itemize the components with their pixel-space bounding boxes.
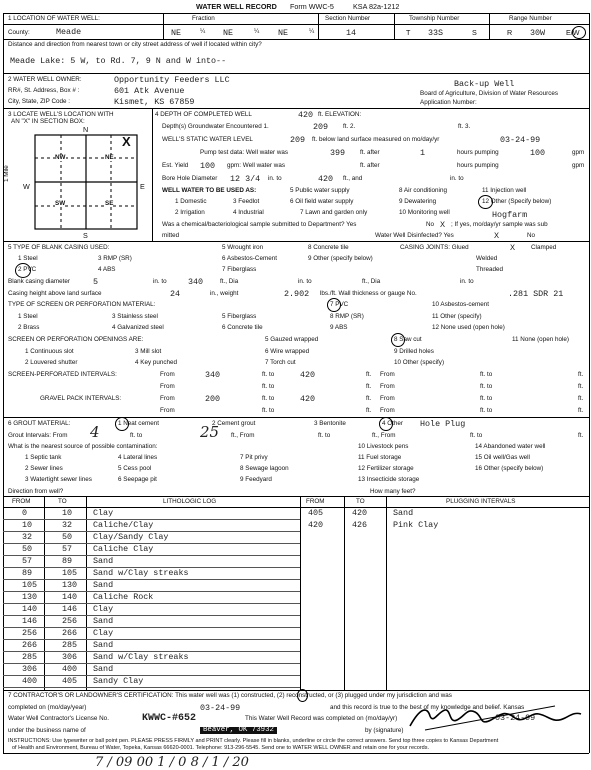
yield-after: ft. after	[360, 162, 380, 169]
static-level-value[interactable]: 209	[290, 135, 306, 145]
form-number: Form WWC-5	[290, 2, 334, 11]
quarter-symbol: ¼	[254, 28, 260, 35]
log2-row-from[interactable]: 420	[308, 520, 324, 530]
log-row-from[interactable]: 0	[22, 508, 28, 518]
other-use-value[interactable]: Hogfarm	[492, 210, 528, 220]
elevation-label: ft. ELEVATION:	[318, 111, 362, 118]
log-row-lithology[interactable]: Clay/Sandy Clay	[93, 532, 169, 542]
log-row-lithology[interactable]: Caliche Rock	[93, 592, 154, 602]
compass-w: W	[23, 182, 30, 191]
completed-value[interactable]: 03-24-99	[200, 703, 241, 713]
section3-label2: AN "X" IN SECTION BOX:	[11, 118, 85, 125]
fraction-1[interactable]: NE	[171, 28, 182, 38]
casing-diameter-value[interactable]: 5	[93, 277, 99, 287]
log-row-to[interactable]: 285	[62, 640, 78, 650]
log-row-to[interactable]: 130	[62, 580, 78, 590]
gp-ft-2: ft.	[578, 395, 584, 402]
casing-in-to-3: in. to	[460, 278, 474, 285]
gp-to-label-4: ft. to	[480, 407, 493, 414]
log-row-from[interactable]: 105	[22, 580, 38, 590]
bore-label: Bore Hole Diameter	[162, 175, 218, 182]
spi-from-label: From	[160, 371, 175, 378]
fraction-3[interactable]: NE	[278, 28, 289, 38]
contam-seepage[interactable]: 6 Seepage pit	[118, 476, 157, 483]
openings-label: SCREEN OR PERFORATION OPENINGS ARE:	[8, 336, 144, 343]
section-number-header: Section Number	[325, 15, 371, 22]
log-row-to[interactable]: 140	[62, 592, 78, 602]
casing-fiberglass[interactable]: 7 Fiberglass	[222, 266, 257, 273]
casing-concrete[interactable]: 8 Concrete tile	[308, 244, 349, 251]
spi-from-label-4: From	[380, 383, 395, 390]
quadrant-se: SE	[105, 200, 114, 207]
opening-wire[interactable]: 6 Wire wrapped	[265, 348, 310, 355]
static-level-rest: ft. below land surface measured on mo/day/yr	[312, 136, 440, 143]
signature-label: by (signature)	[365, 727, 404, 734]
township-t: T	[406, 28, 411, 37]
chem-rest: ; If yes, mo/day/yr sample was sub	[451, 221, 548, 228]
mile-label: 1 Mile	[3, 165, 10, 182]
section3-label: 3 LOCATE WELL'S LOCATION WITH	[8, 111, 114, 118]
static-date[interactable]: 03-24-99	[500, 135, 541, 145]
quadrant-nw: NW	[55, 154, 66, 161]
application-label: Application Number:	[420, 99, 477, 106]
use-industrial[interactable]: 4 Industrial	[233, 209, 264, 216]
section7-label: 7 CONTRACTOR'S OR LANDOWNER'S CERTIFICATION: This water well was (1) constructed, (2) reconstructed, or (3) plugged under my jurisdiction and was	[8, 692, 452, 699]
log2-row-lithology[interactable]: Sand	[393, 508, 414, 518]
log-row-from[interactable]: 256	[22, 628, 38, 638]
screen-asbestos[interactable]: 10 Asbestos-cement	[432, 301, 490, 308]
range-number-header: Range Number	[509, 15, 552, 22]
contam-watertight[interactable]: 3 Watertight sewer lines	[25, 476, 92, 483]
range-value[interactable]: 30W	[530, 28, 546, 38]
spi-to-label-3: ft. to	[262, 383, 275, 390]
contam-livestock[interactable]: 10 Livestock pens	[358, 443, 409, 450]
spi-from-label-2: From	[380, 371, 395, 378]
log-row-from[interactable]: 146	[22, 616, 38, 626]
township-number-header: Township Number	[409, 15, 460, 22]
pump-test-label: Pump test data: Well water was	[200, 149, 289, 156]
opening-keypunch[interactable]: 4 Key punched	[135, 359, 178, 366]
log-to-header: TO	[58, 498, 67, 505]
gp-from-label-3: From	[160, 407, 175, 414]
township-s: S	[472, 28, 477, 37]
log2-row-to[interactable]: 420	[352, 508, 368, 518]
screen-other[interactable]: 11 Other (specify)	[432, 313, 482, 320]
contam-insecticide[interactable]: 13 Insecticide storage	[358, 476, 420, 483]
grout-ft: ft.	[578, 432, 584, 439]
contam-lagoon[interactable]: 8 Sewage lagoon	[240, 465, 289, 472]
distance-label: Distance and direction from nearest town or city street address of well if located within city?	[8, 41, 262, 48]
quadrant-sw: SW	[55, 200, 66, 207]
use-other[interactable]: 12 Other (Specify below)	[482, 198, 552, 205]
log-row-from[interactable]: 32	[22, 532, 33, 542]
groundwater-2-label: ft. 2.	[343, 123, 356, 130]
grout-cement[interactable]: 2 Cement grout	[212, 420, 256, 427]
business-value[interactable]: Beaver, OK 73932	[200, 727, 277, 734]
township-value[interactable]: 33S	[428, 28, 444, 38]
use-public[interactable]: 5 Public water supply	[290, 187, 350, 194]
groundwater-1[interactable]: 209	[313, 122, 329, 132]
section6-label: 6 GROUT MATERIAL:	[8, 420, 71, 427]
depth-value[interactable]: 420	[298, 110, 314, 120]
casing-other[interactable]: 9 Other (specify below)	[308, 255, 373, 262]
grout-to-label-3: ft. to	[470, 432, 483, 439]
grout-from-label-2: ft., From	[231, 432, 255, 439]
gp-to-label-3: ft. to	[262, 407, 275, 414]
casing-height-label: Casing height above land surface	[8, 290, 102, 297]
address-value[interactable]: 601 Atk Avenue	[114, 86, 185, 96]
groundwater-3-label: ft. 3.	[458, 123, 471, 130]
chem-no[interactable]: No	[426, 221, 435, 228]
yield-hours-label: hours pumping	[457, 162, 499, 169]
log-row-to[interactable]: 306	[62, 652, 78, 662]
log-row-to[interactable]: 146	[62, 604, 78, 614]
pump-hours-label: hours pumping	[457, 149, 499, 156]
opening-none[interactable]: 11 None (open hole)	[512, 336, 569, 343]
log2-row-to[interactable]: 426	[352, 520, 368, 530]
yield-rest: gpm: Well water was	[227, 162, 285, 169]
range-r: R	[507, 28, 513, 37]
gp-from-label-4: From	[380, 407, 395, 414]
use-air[interactable]: 8 Air conditioning	[399, 187, 447, 194]
screen-steel[interactable]: 1 Steel	[18, 313, 38, 320]
casing-in-to: in. to	[153, 278, 167, 285]
casing-to-value[interactable]: 340	[188, 277, 204, 287]
log-row-to[interactable]: 256	[62, 616, 78, 626]
use-oilfield[interactable]: 6 Oil field water supply	[290, 198, 354, 205]
casing-dia-2: ft., Dia	[220, 278, 239, 285]
joints-glued-x: X	[510, 243, 516, 253]
use-label: WELL WATER TO BE USED AS:	[162, 187, 257, 194]
opening-louvered[interactable]: 2 Louvered shutter	[25, 359, 78, 366]
bore-and: ft., and	[343, 175, 363, 182]
log-row-lithology[interactable]: Clay	[93, 628, 114, 638]
groundwater-label: Depth(s) Groundwater Encountered 1.	[162, 123, 269, 130]
casing-joints-label: CASING JOINTS: Glued	[400, 244, 469, 251]
license-value[interactable]: KWWC-#652	[142, 713, 197, 724]
how-many-feet-label: How many feet?	[370, 488, 416, 495]
opening-continuous[interactable]: 1 Continuous slot	[25, 348, 74, 355]
spi-ft: ft.	[366, 371, 372, 378]
gauge-value[interactable]: .281 SDR 21	[508, 289, 564, 299]
log-row-lithology[interactable]: Sand	[93, 640, 114, 650]
signature	[405, 702, 585, 734]
screen-type-label: TYPE OF SCREEN OR PERFORATION MATERIAL:	[8, 301, 156, 308]
screen-intervals-label: SCREEN-PERFORATED INTERVALS:	[8, 371, 117, 378]
gp-from-label-2: From	[380, 395, 395, 402]
bore-in-to: in. to	[268, 175, 282, 182]
section-value[interactable]: 14	[346, 28, 357, 38]
static-level-label: WELL'S STATIC WATER LEVEL	[162, 136, 253, 143]
ksa-number: KSA 82a-1212	[353, 2, 400, 11]
gravel-pack-label: GRAVEL PACK INTERVALS:	[40, 395, 122, 402]
compass-s: S	[83, 231, 88, 240]
contam-other[interactable]: 16 Other (specify below)	[475, 465, 544, 472]
casing-abs[interactable]: 4 ABS	[98, 266, 116, 273]
log-row-to[interactable]: 32	[62, 520, 73, 530]
log-row-from[interactable]: 400	[22, 676, 38, 686]
contam-feedyard[interactable]: 9 Feedyard	[240, 476, 272, 483]
spi-from-label-3: From	[160, 383, 175, 390]
location-x-mark: X	[122, 134, 131, 149]
completed-rest: and this record is true to the best of my knowledge and belief. Kansas	[330, 704, 525, 711]
quarter-symbol: ¼	[200, 28, 206, 35]
log-row-lithology[interactable]: Sandy Clay	[93, 676, 144, 686]
screen-pvc[interactable]: 7 PVC	[330, 301, 349, 308]
grout-to-label: ft. to	[130, 432, 143, 439]
screen-brass[interactable]: 2 Brass	[18, 324, 40, 331]
completed-label: completed on (mo/day/year)	[8, 704, 87, 711]
log-row-lithology[interactable]: Caliche/Clay	[93, 520, 154, 530]
spi-to-label-4: ft. to	[480, 383, 493, 390]
section5-label: 5 TYPE OF BLANK CASING USED:	[8, 244, 110, 251]
use-lawn[interactable]: 7 Lawn and garden only	[300, 209, 368, 216]
log-row-lithology[interactable]: Sand	[93, 664, 114, 674]
log-row-lithology[interactable]: Sand	[93, 580, 114, 590]
log-row-to[interactable]: 405	[62, 676, 78, 686]
board-label: Board of Agriculture, Division of Water Resources	[420, 90, 559, 97]
contam-fertilizer[interactable]: 12 Fertilizer storage	[358, 465, 414, 472]
city-label: City, State, ZIP Code :	[8, 98, 71, 105]
log-row-lithology[interactable]: Sand	[93, 556, 114, 566]
grout-from-label-3: ft., From	[372, 432, 396, 439]
gp-to-label: ft. to	[262, 395, 275, 402]
casing-weight-value[interactable]: 2.902	[284, 289, 310, 299]
grout-from-value[interactable]: 4	[90, 423, 100, 441]
gp-to-value[interactable]: 420	[300, 394, 316, 404]
use-dewatering[interactable]: 9 Dewatering	[399, 198, 437, 205]
gp-ft: ft.	[366, 395, 372, 402]
log-row-lithology[interactable]: Clay	[93, 604, 114, 614]
log-row-to[interactable]: 400	[62, 664, 78, 674]
grout-bentonite[interactable]: 3 Bentonite	[314, 420, 346, 427]
spi-to-label-2: ft. to	[480, 371, 493, 378]
gp-from-label: From	[160, 395, 175, 402]
disinfected-no[interactable]: No	[527, 232, 536, 239]
opening-drilled[interactable]: 9 Drilled holes	[394, 348, 434, 355]
owner-value[interactable]: Opportunity Feeders LLC	[114, 75, 230, 85]
use-injection[interactable]: 11 Injection well	[482, 187, 527, 194]
chem-label: Was a chemical/bacteriological sample submitted to Department? Yes	[162, 221, 357, 228]
casing-asbestos[interactable]: 6 Asbestos-Cement	[222, 255, 277, 262]
joints-clamped[interactable]: Clamped	[531, 244, 557, 251]
casing-weight-label: in., weight	[210, 290, 239, 297]
casing-wrought[interactable]: 5 Wrought iron	[222, 244, 264, 251]
spi-ft-4: ft.	[578, 383, 584, 390]
spi-to-label: ft. to	[262, 371, 275, 378]
instructions-line1: INSTRUCTIONS: Use typewriter or ball point pen. PLEASE PRESS FIRMLY and PRINT clearly. Please fill in blanks, underline or circle the correct answers. Send top three copies to Kansas Department	[8, 738, 499, 744]
quarter-symbol: ¼	[309, 28, 315, 35]
screen-fiberglass[interactable]: 5 Fiberglass	[222, 313, 257, 320]
grout-intervals-label: Grout Intervals: From	[8, 432, 68, 439]
range-ew: E/W	[566, 28, 580, 37]
instructions-line2: of Health and Environment, Bureau of Water, Topeka, Kansas 66620-0001. Telephone: 913-296-5545. Send one to WATER WELL OWNER and retain one for your records.	[12, 745, 430, 751]
disinfected-x: X	[494, 231, 500, 241]
gpm-label: gpm	[572, 162, 585, 169]
fraction-2[interactable]: NE	[223, 28, 234, 38]
plugging-header: PLUGGING INTERVALS	[446, 498, 516, 505]
bore-value[interactable]: 12 3/4	[230, 174, 261, 184]
business-label: under the business name of	[8, 727, 86, 734]
pump-ft[interactable]: 399	[330, 148, 346, 158]
casing-pvc[interactable]: 2 PVC	[18, 266, 37, 273]
log2-row-from[interactable]: 405	[308, 508, 324, 518]
wall-thickness-label: lbs./ft. Wall thickness or gauge No.	[320, 290, 417, 297]
grout-other[interactable]: 4 Other	[382, 420, 403, 427]
use-monitoring[interactable]: 10 Monitoring well	[399, 209, 450, 216]
casing-in-to-2: in. to	[298, 278, 312, 285]
log-row-lithology[interactable]: Sand	[93, 616, 114, 626]
spi-from-value[interactable]: 340	[205, 370, 221, 380]
compass-e: E	[140, 182, 145, 191]
gp-to-label-2: ft. to	[480, 395, 493, 402]
bore-in-to-2: in. to	[450, 175, 464, 182]
yield-label: Est. Yield	[162, 162, 189, 169]
yield-value[interactable]: 100	[200, 161, 216, 171]
log-row-to[interactable]: 105	[62, 568, 78, 578]
contam-pit[interactable]: 7 Pit privy	[240, 454, 268, 461]
grout-other-value[interactable]: Hole Plug	[420, 419, 466, 429]
pump-after: ft. after	[360, 149, 380, 156]
joints-welded[interactable]: Welded	[476, 255, 498, 262]
contamination-label: What is the nearest source of possible contamination:	[8, 443, 158, 450]
log2-to-header: TO	[356, 498, 365, 505]
contam-cess[interactable]: 5 Cess pool	[118, 465, 152, 472]
screen-abs[interactable]: 9 ABS	[330, 324, 348, 331]
log-row-to[interactable]: 266	[62, 628, 78, 638]
log-row-from[interactable]: 89	[22, 568, 33, 578]
grout-to-label-2: ft. to	[318, 432, 331, 439]
county-label: County:	[8, 29, 30, 36]
form-title: WATER WELL RECORD	[196, 2, 277, 11]
casing-dia-3: ft., Dia	[362, 278, 381, 285]
log-row-from[interactable]: 266	[22, 640, 38, 650]
use-irrigation[interactable]: 2 Irrigation	[175, 209, 205, 216]
contam-septic[interactable]: 1 Septic tank	[25, 454, 62, 461]
log-row-lithology[interactable]: Caliche Clay	[93, 544, 154, 554]
depth-label: 4 DEPTH OF COMPLETED WELL	[155, 111, 252, 118]
casing-steel[interactable]: 1 Steel	[18, 255, 38, 262]
gp-ft-4: ft.	[578, 407, 584, 414]
address-label: RR#, St. Address, Box # :	[8, 87, 80, 94]
section1-label: 1 LOCATION OF WATER WELL:	[8, 15, 100, 22]
casing-rmp[interactable]: 3 RMP (SR)	[98, 255, 132, 262]
opening-torch[interactable]: 7 Torch cut	[265, 359, 296, 366]
use-feedlot[interactable]: 3 Feedlot	[233, 198, 260, 205]
contam-sewer[interactable]: 2 Sewer lines	[25, 465, 63, 472]
direction-label: Direction from well?	[8, 488, 64, 495]
screen-concrete[interactable]: 6 Concrete tile	[222, 324, 263, 331]
log-row-from[interactable]: 57	[22, 556, 33, 566]
log-row-to[interactable]: 89	[62, 556, 73, 566]
log-row-from[interactable]: 306	[22, 664, 38, 674]
gp-from-value[interactable]: 200	[205, 394, 221, 404]
log-row-lithology[interactable]: Clay	[93, 508, 114, 518]
log-row-from[interactable]: 50	[22, 544, 33, 554]
spi-ft-3: ft.	[366, 383, 372, 390]
joints-threaded[interactable]: Threaded	[476, 266, 503, 273]
casing-diameter-label: Blank casing diameter	[8, 278, 70, 285]
contam-fuel[interactable]: 11 Fuel storage	[358, 454, 402, 461]
bore-to[interactable]: 420	[318, 174, 334, 184]
disinfected-label: Water Well Disinfected? Yes	[375, 232, 454, 239]
log-row-from[interactable]: 140	[22, 604, 38, 614]
handwritten-bottom-note: 7 / 09 00 1 / 0 8 / 1 / 20	[95, 755, 249, 770]
spi-to-value[interactable]: 420	[300, 370, 316, 380]
contam-lateral[interactable]: 4 Lateral lines	[118, 454, 158, 461]
log-row-to[interactable]: 10	[62, 508, 73, 518]
gp-ft-3: ft.	[366, 407, 372, 414]
county-value[interactable]: Meade	[56, 27, 82, 37]
opening-sawcut[interactable]: 8 Saw cut	[394, 336, 422, 343]
license-label: Water Well Contractor's License No.	[8, 715, 109, 722]
fraction-header: Fraction	[192, 15, 215, 22]
chem-mitted: mitted	[162, 232, 180, 239]
screen-none[interactable]: 12 None used (open hole)	[432, 324, 505, 331]
city-value[interactable]: Kismet, KS 67859	[114, 97, 195, 107]
log-row-from[interactable]: 285	[22, 652, 38, 662]
section2-label: 2 WATER WELL OWNER:	[8, 76, 82, 83]
use-domestic[interactable]: 1 Domestic	[175, 198, 207, 205]
quadrant-ne: NE	[105, 154, 114, 161]
contam-abandoned[interactable]: 14 Abandoned water well	[475, 443, 546, 450]
chem-x: X	[440, 220, 446, 230]
screen-rmp[interactable]: 8 RMP (SR)	[330, 313, 364, 320]
log-row-to[interactable]: 57	[62, 544, 73, 554]
opening-other[interactable]: 10 Other (specify)	[394, 359, 445, 366]
lithologic-header: LITHOLOGIC LOG	[163, 498, 217, 505]
compass-n: N	[83, 125, 89, 134]
screen-stainless[interactable]: 3 Stainless steel	[112, 313, 158, 320]
pump-hours[interactable]: 1	[420, 148, 426, 158]
log-row-to[interactable]: 50	[62, 532, 73, 542]
log2-row-lithology[interactable]: Pink Clay	[393, 520, 439, 530]
gpm-label: gpm	[572, 149, 585, 156]
log-row-from[interactable]: 10	[22, 520, 33, 530]
log-row-lithology[interactable]: Sand w/Clay streaks	[93, 568, 189, 578]
backup-well: Back-up Well	[454, 79, 515, 89]
contam-oilwell[interactable]: 15 Oil well/Gas well	[475, 454, 530, 461]
distance-value[interactable]: Meade Lake: 5 W, to Rd. 7, 9 N and W into--	[10, 56, 227, 66]
log-row-from[interactable]: 130	[22, 592, 38, 602]
opening-gauzed[interactable]: 5 Gauzed wrapped	[265, 336, 319, 343]
record-date-value[interactable]: 03-24-99	[495, 713, 536, 723]
log-from-header: FROM	[12, 498, 31, 505]
log2-from-header: FROM	[306, 498, 325, 505]
log-row-lithology[interactable]: Sand w/Clay streaks	[93, 652, 189, 662]
opening-millslot[interactable]: 3 Mill slot	[135, 348, 162, 355]
grout-to-value[interactable]: 25	[200, 423, 220, 441]
spi-ft-2: ft.	[578, 371, 584, 378]
record-date-label: This Water Well Record was completed on (mo/day/yr)	[245, 715, 398, 722]
pump-gpm[interactable]: 100	[530, 148, 546, 158]
casing-height-value[interactable]: 24	[170, 289, 181, 299]
screen-galvanized[interactable]: 4 Galvanized steel	[112, 324, 164, 331]
grout-neat-cement[interactable]: 1 Neat cement	[118, 420, 159, 427]
